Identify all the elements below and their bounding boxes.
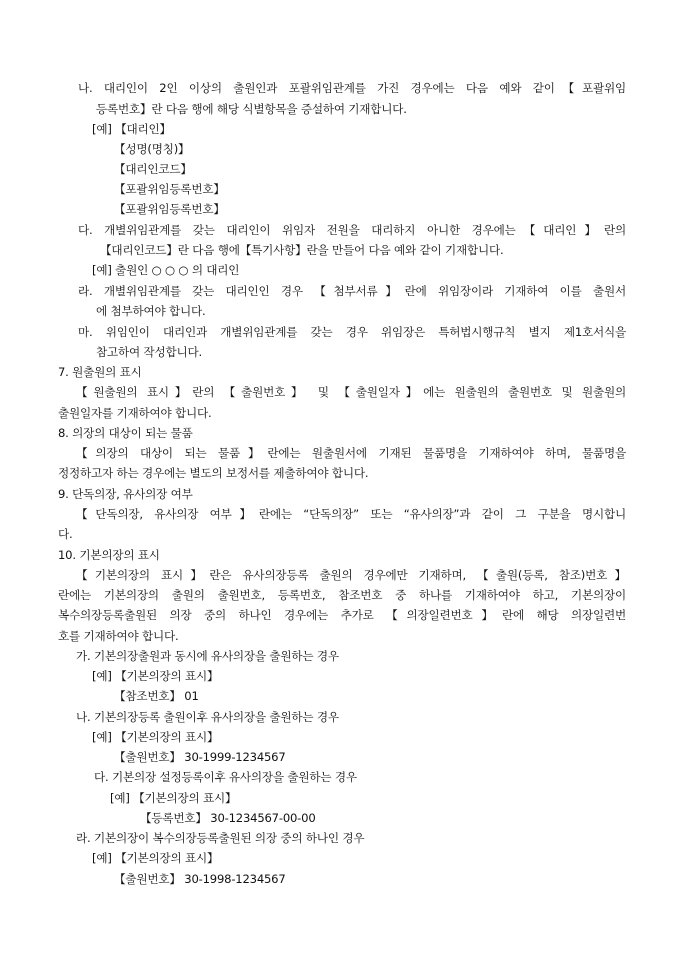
section-8-heading: 8. 의장의 대상이 되는 물품 xyxy=(58,426,193,440)
example-poa-number-field-2: 【포괄위임등록번호】 xyxy=(114,202,225,216)
section-8-line-1: 【의장의 대상이 되는 물품】란에는 원출원서에 기재된 물품명을 기재하여야 하며, 물품명을 xyxy=(76,446,626,460)
case-ra-heading: 라. 기본의장이 복수의장등록출원된 의장 중의 하나인 경우 xyxy=(76,831,365,845)
case-ga-reference-number: 【참조번호】 01 xyxy=(114,689,199,703)
section-7-heading: 7. 원출원의 표시 xyxy=(58,365,142,379)
case-ga-example-label: [예] 【기본의장의 표시】 xyxy=(92,669,219,683)
case-na-heading: 나. 기본의장등록 출원이후 유사의장을 출원하는 경우 xyxy=(76,710,339,724)
case-da-registration-number: 【등록번호】 30-1234567-00-00 xyxy=(140,811,316,825)
item-ra-line-2: 에 첨부하여야 합니다. xyxy=(96,304,206,318)
section-9-heading: 9. 단독의장, 유사의장 여부 xyxy=(58,487,193,501)
section-10-line-3: 복수의장등록출원된 의장 중의 하나인 경우에는 추가로 【의장일련번호】란에 해당 의장일련번 xyxy=(58,608,626,622)
item-ma-line-2: 참고하여 작성합니다. xyxy=(96,345,202,359)
section-10-line-1: 【기본의장의 표시】란은 유사의장등록 출원의 경우에만 기재하며, 【출원(등록, 참조)번호】 xyxy=(76,568,626,582)
item-na-line-1: 나. 대리인이 2인 이상의 출원인과 포괄위임관계를 가진 경우에는 다음 예와 같이【포괄위임 xyxy=(78,81,626,95)
item-ma-line-1: 마. 위임인이 대리인과 개별위임관계를 갖는 경우 위임장은 특허법시행규칙 별지 제1호서식을 xyxy=(78,325,626,339)
case-na-application-number: 【출원번호】 30-1999-1234567 xyxy=(114,750,286,764)
case-da-example-label: [예] 【기본의장의 표시】 xyxy=(110,791,237,805)
case-na-example-label: [예] 【기본의장의 표시】 xyxy=(92,730,219,744)
item-na-line-2: 등록번호】란 다음 행에 해당 식별항목을 증설하여 기재합니다. xyxy=(96,102,407,116)
section-10-heading: 10. 기본의장의 표시 xyxy=(58,548,160,562)
case-ra-example-label: [예] 【기본의장의 표시】 xyxy=(92,851,219,865)
case-ga-heading: 가. 기본의장출원과 동시에 유사의장을 출원하는 경우 xyxy=(76,649,339,663)
section-9-line-2: 다. xyxy=(58,527,73,541)
case-da-heading: 다. 기본의장 설정등록이후 유사의장을 출원하는 경우 xyxy=(94,770,357,784)
example-name-field: 【성명(명칭)】 xyxy=(114,142,190,156)
section-10-line-4: 호를 기재하여야 합니다. xyxy=(58,629,179,643)
item-ra-line-1: 라. 개별위임관계를 갖는 대리인인 경우 【첨부서류】란에 위임장이라 기재하여 이를 출원서 xyxy=(78,284,626,298)
example-applicant-agent: [예] 출원인 ○ ○ ○ 의 대리인 xyxy=(92,263,240,277)
item-da-line-2: 【대리인코드】란 다음 행에【특기사항】란을 만들어 다음 예와 같이 기재합니다. xyxy=(100,243,504,257)
item-da-line-1: 다. 개별위임관계를 갖는 대리인이 위임자 전원을 대리하지 아니한 경우에는【대리인】란의 xyxy=(78,223,626,237)
section-7-line-2: 출원일자를 기재하여야 합니다. xyxy=(58,406,212,420)
example-agent-code-field: 【대리인코드】 xyxy=(114,162,192,176)
section-9-line-1: 【단독의장, 유사의장 여부】란에는 “단독의장” 또는 “유사의장”과 같이 그 구분을 명시합니 xyxy=(76,507,626,521)
example-label-agent: [예] 【대리인】 xyxy=(92,122,171,136)
case-ra-application-number: 【출원번호】 30-1998-1234567 xyxy=(114,872,286,886)
section-8-line-2: 정정하고자 하는 경우에는 별도의 보정서를 제출하여야 합니다. xyxy=(58,466,369,480)
example-poa-number-field-1: 【포괄위임등록번호】 xyxy=(114,182,225,196)
section-10-line-2: 란에는 기본의장의 출원의 출원번호, 등록번호, 참조번호 중 하나를 기재하여야 하고, 기본의장이 xyxy=(58,588,626,602)
section-7-line-1: 【원출원의 표시】란의 【출원번호】 및 【출원일자】에는 원출원의 출원번호 및 원출원의 xyxy=(76,385,626,399)
